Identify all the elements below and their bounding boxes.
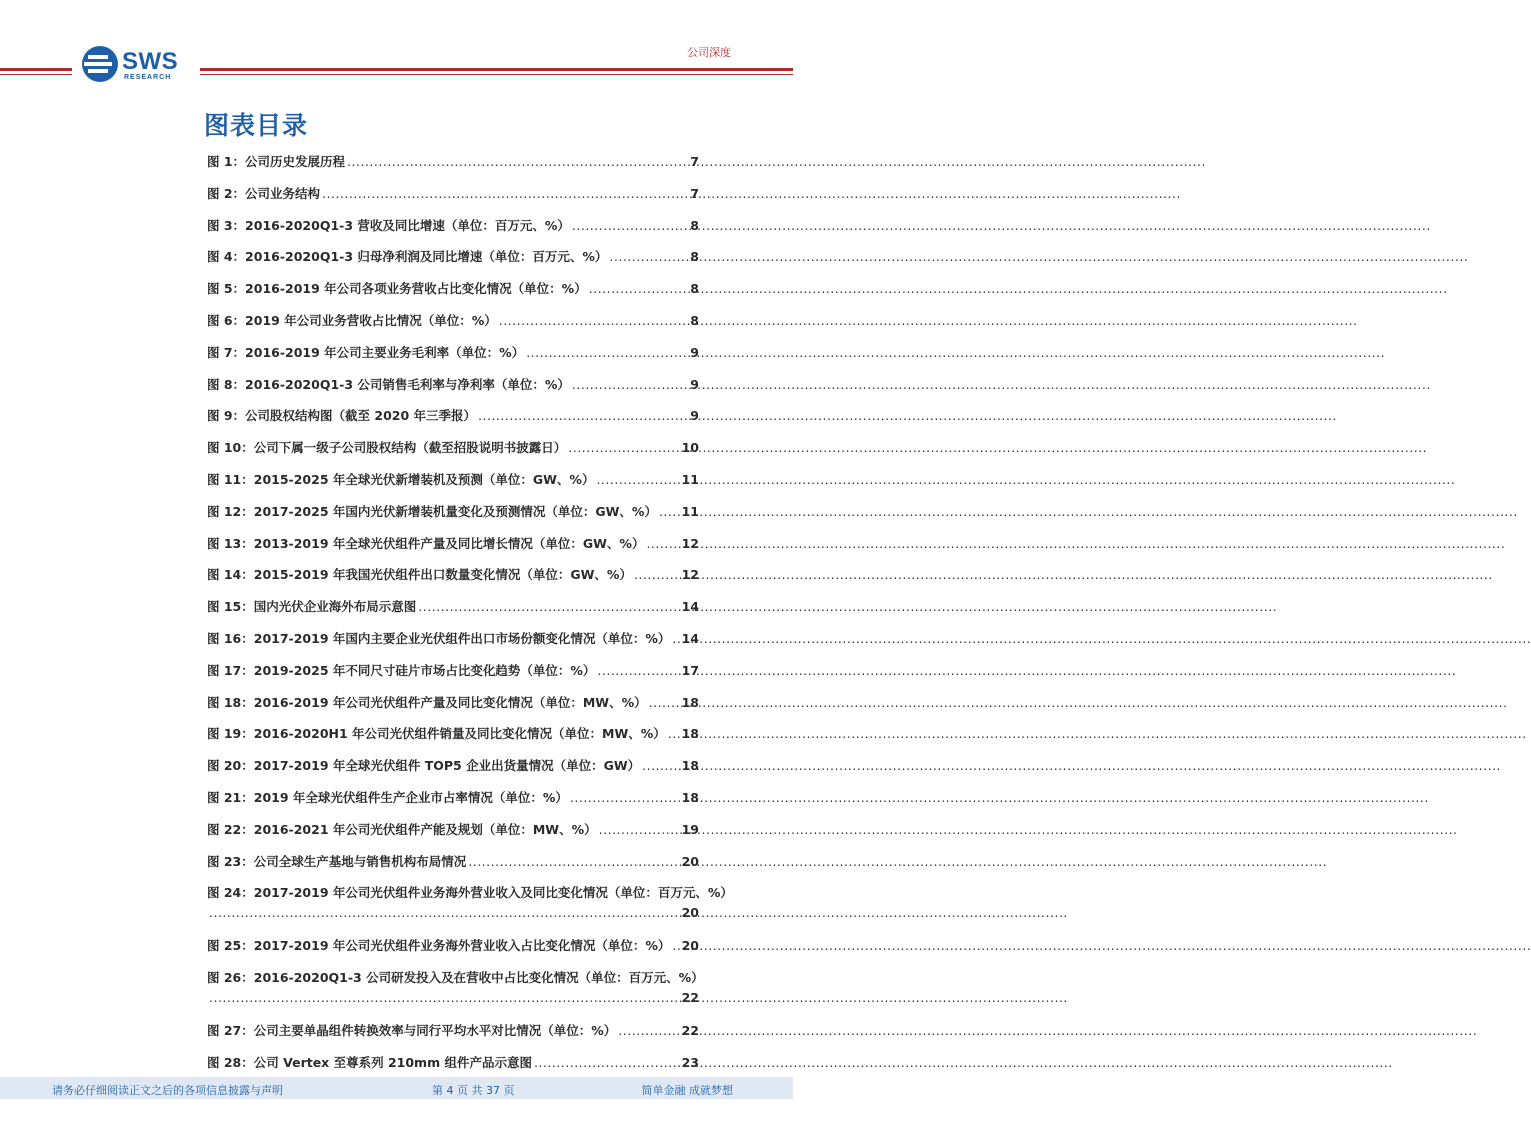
toc-entry-label: 图 18：2016-2019 年公司光伏组件产量及同比变化情况（单位：MW、%） <box>207 694 647 710</box>
toc-leader-dots <box>672 631 679 646</box>
toc-entry-label: 图 14：2015-2019 年我国光伏组件出口数量变化情况（单位：GW、%） <box>207 567 632 583</box>
toc-entry[interactable] <box>207 661 699 693</box>
toc-entry-page: 14 <box>681 599 699 615</box>
toc-entry-page: 22 <box>681 990 699 1006</box>
toc-entry[interactable] <box>207 883 733 936</box>
toc-entry-page: 22 <box>681 1023 699 1039</box>
toc-entry-page: 8 <box>690 312 699 328</box>
toc-leader-dots <box>526 345 687 360</box>
toc-leader-dots <box>568 440 679 455</box>
toc-leader-dots <box>597 663 679 678</box>
toc-leader-dots <box>599 822 680 837</box>
sws-logo <box>80 44 190 86</box>
toc-entry-page: 18 <box>681 789 699 805</box>
table-of-figures <box>207 152 733 1085</box>
toc-leader-dots <box>634 567 680 582</box>
toc-entry[interactable] <box>207 184 699 216</box>
toc-entry-label: 图 8：2016-2020Q1-3 公司销售毛利率与净利率（单位：%） <box>207 376 570 392</box>
toc-entry-label: 图 6：2019 年公司业务营收占比情况（单位：%） <box>207 312 497 328</box>
toc-leader-dots <box>649 695 680 710</box>
toc-entry-label: 图 24：2017-2019 年公司光伏组件业务海外营业收入及同比变化情况（单位：百万元、%） <box>207 885 733 901</box>
toc-leader-dots <box>642 758 679 773</box>
header-rule <box>200 68 793 71</box>
toc-leader-dots <box>572 218 687 233</box>
toc-leader-dots <box>209 905 680 920</box>
toc-entry-page: 12 <box>681 567 699 583</box>
toc-entry-page: 7 <box>690 154 699 169</box>
toc-entry[interactable] <box>207 968 704 1021</box>
toc-leader-dots <box>322 186 687 201</box>
footer-page-info: 第 4 页 共 37 页 <box>432 1084 515 1097</box>
toc-entry-page: 20 <box>681 905 699 921</box>
toc-entry[interactable] <box>207 502 699 534</box>
toc-entry-label: 图 20：2017-2019 年全球光伏组件 TOP5 企业出货量情况（单位：GW） <box>207 758 641 774</box>
toc-entry-page: 18 <box>681 694 699 710</box>
toc-entry[interactable] <box>207 1021 699 1053</box>
toc-entry[interactable] <box>207 406 699 438</box>
toc-entry-label: 图 19：2016-2020H1 年公司光伏组件销量及同比变化情况（单位：MW、%） <box>207 726 666 742</box>
toc-entry-label: 图 5：2016-2019 年公司各项业务营收占比变化情况（单位：%） <box>207 281 587 297</box>
toc-entry-label: 图 11：2015-2025 年全球光伏新增装机及预测（单位：GW、%） <box>207 471 595 487</box>
toc-entry[interactable] <box>207 375 699 407</box>
toc-leader-dots <box>646 536 679 551</box>
toc-entry-page: 14 <box>681 630 699 646</box>
toc-entry-label: 图 9：公司股权结构图（截至 2020 年三季报） <box>207 408 477 424</box>
toc-entry-page: 8 <box>690 249 699 265</box>
footer-slogan: 简单金融 成就梦想 <box>641 1084 733 1097</box>
toc-leader-dots <box>572 377 687 392</box>
toc-entry-label: 图 21：2019 年全球光伏组件生产企业市占率情况（单位：%） <box>207 789 568 805</box>
toc-entry-page: 19 <box>681 821 699 837</box>
toc-entry[interactable] <box>207 279 699 311</box>
toc-entry-page: 11 <box>681 471 699 487</box>
toc-entry-label: 图 7：2016-2019 年公司主要业务毛利率（单位：%） <box>207 344 525 360</box>
toc-title: 图表目录 <box>204 111 309 140</box>
toc-entry-page: 7 <box>690 185 699 201</box>
toc-leader-dots <box>534 1055 680 1070</box>
document-type-label: 公司深度 <box>687 46 731 59</box>
logo-text: SWS <box>122 48 179 75</box>
toc-entry[interactable] <box>207 311 699 343</box>
header-rule <box>0 74 72 75</box>
toc-leader-dots <box>478 408 687 423</box>
toc-entry-page: 10 <box>681 440 699 456</box>
toc-entry-label: 图 3：2016-2020Q1-3 营收及同比增速（单位：百万元、%） <box>207 217 570 233</box>
sws-logo-icon <box>80 44 120 84</box>
toc-entry[interactable] <box>207 597 699 629</box>
footer-bar <box>0 1077 793 1099</box>
toc-leader-dots <box>209 990 680 1005</box>
toc-entry[interactable] <box>207 756 699 788</box>
toc-leader-dots <box>668 726 680 741</box>
toc-entry[interactable] <box>207 247 699 279</box>
toc-entry-page: 23 <box>681 1054 699 1070</box>
toc-entry[interactable] <box>207 936 699 968</box>
toc-entry[interactable] <box>207 629 699 661</box>
toc-leader-dots <box>672 938 679 953</box>
toc-entry[interactable] <box>207 534 699 566</box>
toc-entry[interactable] <box>207 343 699 375</box>
toc-entry-page: 20 <box>681 853 699 869</box>
toc-leader-dots <box>659 504 680 519</box>
toc-entry-label: 图 17：2019-2025 年不同尺寸硅片市场占比变化趋势（单位：%） <box>207 662 596 678</box>
toc-entry-label: 图 23：公司全球生产基地与销售机构布局情况 <box>207 853 467 869</box>
toc-entry-label: 图 10：公司下属一级子公司股权结构（截至招股说明书披露日） <box>207 440 567 456</box>
toc-entry-label: 图 27：公司主要单晶组件转换效率与同行平均水平对比情况（单位：%） <box>207 1023 617 1039</box>
toc-entry-label: 图 26：2016-2020Q1-3 公司研发投入及在营收中占比变化情况（单位：百万元、%） <box>207 970 704 986</box>
toc-entry[interactable] <box>207 852 699 884</box>
toc-leader-dots <box>609 249 687 264</box>
toc-entry-label: 图 25：2017-2019 年公司光伏组件业务海外营业收入占比变化情况（单位：%） <box>207 938 671 954</box>
toc-leader-dots <box>618 1023 679 1038</box>
toc-entry-label: 图 2：公司业务结构 <box>207 185 321 201</box>
toc-entry[interactable] <box>207 565 699 597</box>
toc-entry-page: 18 <box>681 758 699 774</box>
toc-entry-page: 9 <box>690 344 699 360</box>
toc-entry-page: 17 <box>681 662 699 678</box>
toc-entry-page: 11 <box>681 503 699 519</box>
toc-entry-label: 图 22：2016-2021 年公司光伏组件产能及规划（单位：MW、%） <box>207 821 597 837</box>
toc-entry-label: 图 15：国内光伏企业海外布局示意图 <box>207 599 417 615</box>
toc-entry[interactable] <box>207 724 699 756</box>
toc-entry-page: 18 <box>681 726 699 742</box>
toc-leader-dots <box>468 854 679 869</box>
toc-entry-label: 图 13：2013-2019 年全球光伏组件产量及同比增长情况（单位：GW、%） <box>207 535 645 551</box>
toc-entry-page: 9 <box>690 408 699 424</box>
toc-entry[interactable] <box>207 820 699 852</box>
footer-disclaimer: 请务必仔细阅读正文之后的各项信息披露与声明 <box>52 1084 283 1097</box>
logo-subtext: RESEARCH <box>124 74 172 81</box>
toc-leader-dots <box>596 472 679 487</box>
toc-entry-page: 8 <box>690 281 699 297</box>
toc-entry-page: 20 <box>681 938 699 954</box>
toc-entry-page: 8 <box>690 217 699 233</box>
toc-leader-dots <box>418 599 679 614</box>
toc-entry-page: 12 <box>681 535 699 551</box>
toc-entry-label: 图 16：2017-2019 年国内主要企业光伏组件出口市场份额变化情况（单位：%） <box>207 630 671 646</box>
toc-entry[interactable] <box>207 152 699 184</box>
toc-entry[interactable] <box>207 788 699 820</box>
toc-entry-label: 图 4：2016-2020Q1-3 归母净利润及同比增速（单位：百万元、%） <box>207 249 608 265</box>
toc-leader-dots <box>347 154 687 169</box>
header-rule <box>200 74 793 75</box>
toc-leader-dots <box>570 790 680 805</box>
toc-entry[interactable] <box>207 693 699 725</box>
toc-leader-dots <box>589 281 687 296</box>
toc-entry[interactable] <box>207 216 699 248</box>
toc-entry-label: 图 12：2017-2025 年国内光伏新增装机量变化及预测情况（单位：GW、%） <box>207 503 657 519</box>
toc-entry-label: 图 1：公司历史发展历程 <box>207 154 346 169</box>
toc-leader-dots <box>499 313 687 328</box>
toc-entry[interactable] <box>207 470 699 502</box>
toc-entry[interactable] <box>207 438 699 470</box>
header-rule <box>0 68 72 71</box>
toc-entry-page: 9 <box>690 376 699 392</box>
toc-entry-label: 图 28：公司 Vertex 至尊系列 210mm 组件产品示意图 <box>207 1054 532 1070</box>
